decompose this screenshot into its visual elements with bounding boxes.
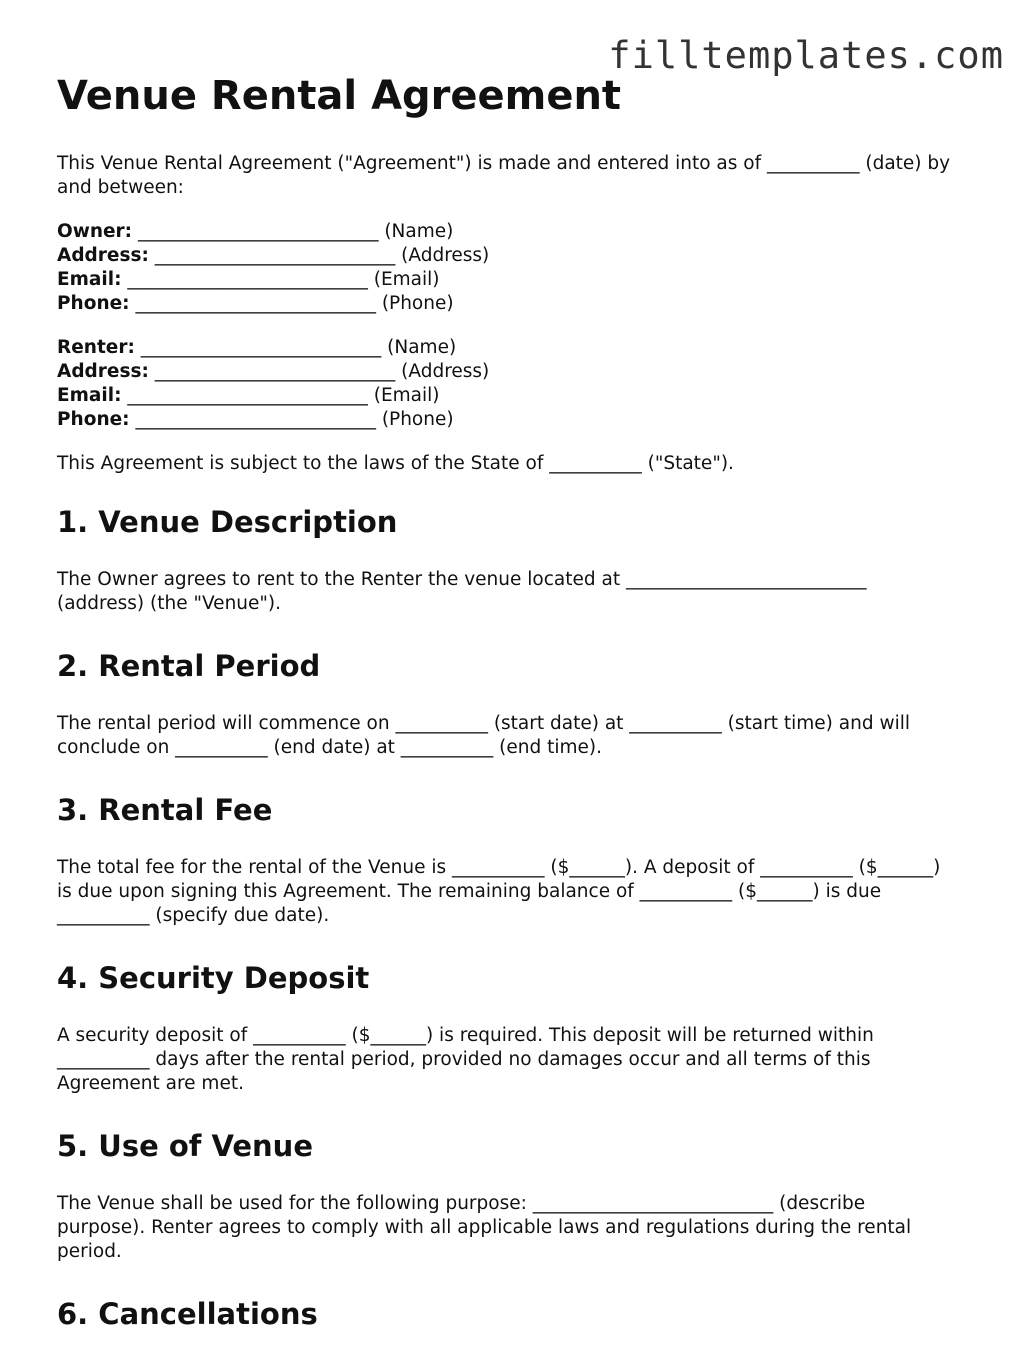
renter-email-row: [57, 384, 957, 408]
renter-block: [57, 336, 957, 432]
renter-email-label: Email:: [57, 385, 122, 406]
renter-phone-label: Phone:: [57, 409, 130, 430]
owner-name-label: Owner:: [57, 221, 133, 242]
section-body-rental-fee: The total fee for the rental of the Venue is __________ ($______). A deposit of __________ ($______) is due upon signing this Agreement. The remaining balance of __________ ($______) is due __________ (specify due date).: [57, 857, 941, 926]
watermark: filltemplates.com: [608, 34, 1004, 77]
renter-name-field: __________________________ (Name): [134, 337, 457, 358]
renter-name-row: [57, 336, 957, 360]
governing-law-line: This Agreement is subject to the laws of the State of __________ ("State").: [57, 453, 734, 474]
owner-address-label: Address:: [57, 245, 149, 266]
section-body-rental-period: The rental period will commence on __________ (start date) at __________ (start time) and will conclude on __________ (end date) at __________ (end time).: [57, 713, 910, 758]
owner-phone-field: __________________________ (Phone): [129, 293, 454, 314]
owner-name-row: [57, 220, 957, 244]
section-heading-rental-fee: 3. Rental Fee: [57, 793, 273, 827]
renter-address-label: Address:: [57, 361, 149, 382]
section-body-security-deposit: A security deposit of __________ ($______) is required. This deposit will be returned within __________ days after the rental period, provided no damages occur and all terms of this Agreement are met.: [57, 1025, 874, 1094]
renter-address-row: [57, 360, 957, 384]
section-body-venue-description: The Owner agrees to rent to the Renter the venue located at __________________________ (address) (the "Venue").: [57, 569, 867, 614]
owner-email-label: Email:: [57, 269, 122, 290]
owner-phone-row: [57, 292, 957, 316]
owner-email-field: __________________________ (Email): [121, 269, 440, 290]
document-page: [57, 72, 957, 1360]
renter-phone-field: __________________________ (Phone): [129, 409, 454, 430]
owner-email-row: [57, 268, 957, 292]
section-heading-cancellations: 6. Cancellations: [57, 1297, 318, 1331]
renter-email-field: __________________________ (Email): [121, 385, 440, 406]
renter-phone-row: [57, 408, 957, 432]
owner-address-field: __________________________ (Address): [148, 245, 490, 266]
section-heading-security-deposit: 4. Security Deposit: [57, 961, 370, 995]
owner-phone-label: Phone:: [57, 293, 130, 314]
section-heading-venue-description: 1. Venue Description: [57, 505, 398, 539]
owner-name-field: __________________________ (Name): [132, 221, 454, 242]
section-heading-rental-period: 2. Rental Period: [57, 649, 321, 683]
owner-address-row: [57, 244, 957, 268]
renter-address-field: __________________________ (Address): [148, 361, 490, 382]
document-title: Venue Rental Agreement: [57, 73, 622, 119]
owner-block: [57, 220, 957, 316]
renter-name-label: Renter:: [57, 337, 135, 358]
section-body-use-of-venue: The Venue shall be used for the following purpose: __________________________ (describe purpose). Renter agrees to comply with all applicable laws and regulations during the rental period.: [57, 1193, 912, 1262]
intro-paragraph: This Venue Rental Agreement ("Agreement") is made and entered into as of __________ (date) by and between:: [57, 153, 951, 198]
section-heading-use-of-venue: 5. Use of Venue: [57, 1129, 313, 1163]
